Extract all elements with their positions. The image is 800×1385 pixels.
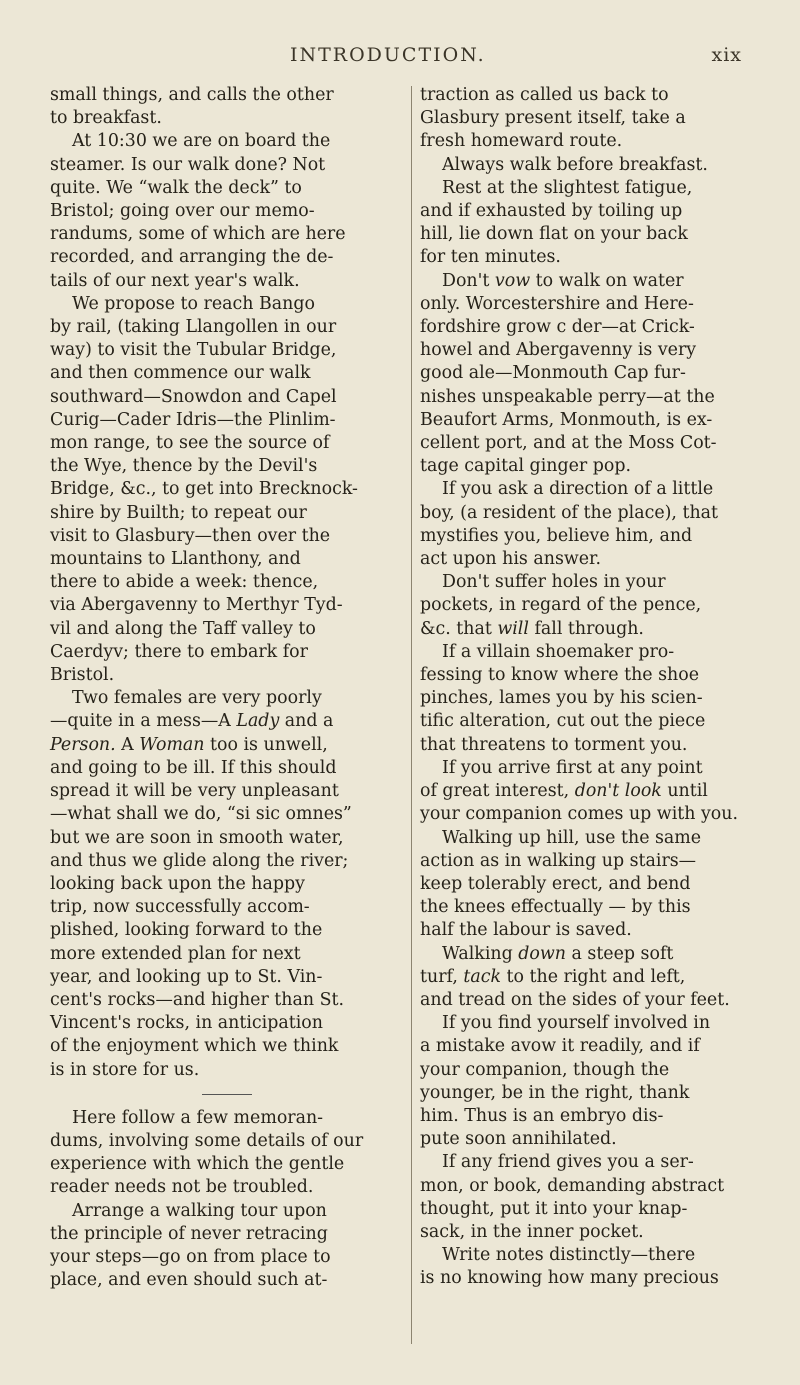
- text-line: tific alteration, cut out the piece: [420, 711, 706, 732]
- text-line: fordshire grow c der—at Crick-: [420, 317, 695, 338]
- text-line: act upon his answer.: [420, 549, 601, 570]
- text-line: to breakfast.: [50, 108, 162, 129]
- page-header: [0, 44, 800, 80]
- italic-will: will: [497, 618, 529, 639]
- text-line: Walking up hill, use the same: [442, 827, 702, 848]
- text-line: Glasbury present itself, take a: [420, 108, 686, 129]
- text-line: fessing to know where the shoe: [420, 665, 700, 686]
- text-line: keep tolerably erect, and bend: [420, 873, 691, 894]
- text-line: If you find yourself involved in: [442, 1013, 711, 1034]
- section-separator: [202, 1094, 252, 1095]
- text-line: and then commence our walk: [50, 363, 311, 384]
- text-line: —what shall we do, “si sic omnes”: [50, 804, 352, 825]
- text-line: the principle of never retracing: [50, 1223, 328, 1244]
- text-line: sack, in the inner pocket.: [420, 1221, 644, 1242]
- text-line: Bristol.: [50, 665, 115, 686]
- text-line: for ten minutes.: [420, 247, 561, 268]
- text-line: [50, 710, 403, 733]
- text-line: more extended plan for next: [50, 943, 301, 964]
- text-line: him. Thus is an embryo dis-: [420, 1105, 664, 1126]
- text-line: by rail, (taking Llangollen in our: [50, 317, 337, 338]
- text-line: action as in walking up stairs—: [420, 850, 697, 871]
- text-run: —quite in a mess—A: [50, 711, 237, 732]
- text-line: pinches, lames you by his scien-: [420, 688, 703, 709]
- text-line: We propose to reach Bango: [72, 293, 315, 314]
- text-line: [420, 270, 780, 293]
- text-line: is no knowing how many precious: [420, 1268, 719, 1289]
- text-run: A: [115, 734, 140, 755]
- text-line: recorded, and arranging the de-: [50, 247, 334, 268]
- text-line: way) to visit the Tubular Bridge,: [50, 340, 337, 361]
- text-line: of the enjoyment which we think: [50, 1036, 339, 1057]
- italic-person: Person.: [50, 734, 116, 755]
- text-line: Here follow a few memoran-: [72, 1107, 324, 1128]
- text-line: randums, some of which are here: [50, 224, 346, 245]
- text-line: Beaufort Arms, Monmouth, is ex-: [420, 409, 713, 430]
- text-line: [420, 943, 780, 966]
- text-line: spread it will be very unpleasant: [50, 781, 339, 802]
- text-line: [420, 966, 780, 989]
- italic-down: down: [518, 943, 566, 964]
- text-line: Caerdyv; there to embark for: [50, 641, 308, 662]
- text-line: only. Worcestershire and Here-: [420, 293, 694, 314]
- text-line: Rest at the slightest fatigue,: [442, 177, 693, 198]
- text-line: Two females are very poorly: [72, 688, 322, 709]
- text-line: If any friend gives you a ser-: [442, 1152, 694, 1173]
- text-line: younger, be in the right, thank: [420, 1082, 690, 1103]
- text-line: looking back upon the happy: [50, 873, 305, 894]
- text-line: place, and even should such at-: [50, 1270, 328, 1291]
- text-line: mountains to Llanthony, and: [50, 549, 301, 570]
- text-run: fall through.: [528, 618, 644, 639]
- text-line: the Wye, thence by the Devil's: [50, 456, 318, 477]
- text-run: too is unwell,: [204, 734, 328, 755]
- text-run: Don't: [442, 270, 495, 291]
- left-paragraphs-a: [50, 84, 403, 1082]
- text-line: your steps—go on from place to: [50, 1246, 331, 1267]
- text-line: there to abide a week: thence,: [50, 572, 319, 593]
- italic-tack: tack: [463, 966, 502, 987]
- text-line: traction as called us back to: [420, 85, 669, 105]
- text-line: and if exhausted by toiling up: [420, 201, 683, 222]
- text-line: and thus we glide along the river;: [50, 850, 349, 871]
- italic-lady: Lady: [236, 711, 280, 732]
- text-line: Always walk before breakfast.: [442, 154, 708, 175]
- text-line: and going to be ill. If this should: [50, 757, 337, 778]
- text-line: howel and Abergavenny is very: [420, 340, 697, 361]
- text-line: southward—Snowdon and Capel: [50, 386, 337, 407]
- text-line: reader needs not be troubled.: [50, 1177, 314, 1198]
- text-line: If a villain shoemaker pro-: [442, 641, 675, 662]
- left-column: [50, 84, 403, 1292]
- italic-vow: vow: [494, 270, 531, 291]
- text-line: experience with which the gentle: [50, 1154, 345, 1175]
- running-title: INTRODUCTION.: [290, 44, 486, 66]
- text-line: small things, and calls the other: [50, 85, 334, 105]
- text-line: pockets, in regard of the pence,: [420, 595, 702, 616]
- italic-dont-look: don't look: [574, 781, 662, 802]
- text-run: of great interest,: [420, 781, 575, 802]
- text-line: steamer. Is our walk done? Not: [50, 154, 326, 175]
- text-line: If you arrive first at any point: [442, 757, 703, 778]
- text-line: fresh homeward route.: [420, 131, 623, 152]
- text-line: your companion, though the: [420, 1059, 670, 1080]
- text-line: pute soon annihilated.: [420, 1129, 617, 1150]
- text-line: plished, looking forward to the: [50, 920, 323, 941]
- text-line: thought, put it into your knap-: [420, 1198, 688, 1219]
- text-line: but we are soon in smooth water,: [50, 827, 344, 848]
- text-line: trip, now successfully accom-: [50, 897, 310, 918]
- right-paragraphs: [420, 84, 780, 1291]
- text-line: quite. We “walk the deck” to: [50, 177, 302, 198]
- text-line: [420, 618, 780, 641]
- text-line: Write notes distinctly—there: [442, 1245, 696, 1266]
- text-line: Don't suffer holes in your: [442, 572, 666, 593]
- text-run: and a: [279, 711, 334, 732]
- text-line: Bridge, &c., to get into Brecknock-: [50, 479, 358, 500]
- text-line: is in store for us.: [50, 1059, 200, 1080]
- text-line: a mistake avow it readily, and if: [420, 1036, 700, 1057]
- text-line: Arrange a walking tour upon: [72, 1200, 327, 1221]
- text-line: cellent port, and at the Moss Cot-: [420, 433, 717, 454]
- text-line: nishes unspeakable perry—at the: [420, 386, 715, 407]
- page-number: xix: [711, 44, 742, 66]
- text-line: good ale—Monmouth Cap fur-: [420, 363, 686, 384]
- text-line: Bristol; going over our memo-: [50, 201, 315, 222]
- text-line: boy, (a resident of the place), that: [420, 502, 719, 523]
- text-line: If you ask a direction of a little: [442, 479, 714, 500]
- text-run: until: [661, 781, 708, 802]
- text-line: At 10:30 we are on board the: [72, 131, 331, 152]
- text-run: &c. that: [420, 618, 498, 639]
- text-line: via Abergavenny to Merthyr Tyd-: [50, 595, 343, 616]
- text-line: your companion comes up with you.: [420, 804, 738, 825]
- text-line: tails of our next year's walk.: [50, 270, 300, 291]
- italic-woman: Woman: [139, 734, 205, 755]
- text-run: a steep soft: [565, 943, 674, 964]
- text-line: the knees effectually — by this: [420, 897, 691, 918]
- text-line: hill, lie down flat on your back: [420, 224, 688, 245]
- column-divider: [411, 86, 412, 1344]
- text-line: mon, or book, demanding abstract: [420, 1175, 725, 1196]
- text-line: that threatens to torment you.: [420, 734, 688, 755]
- text-line: cent's rocks—and higher than St.: [50, 989, 345, 1010]
- text-line: shire by Builth; to repeat our: [50, 502, 307, 523]
- text-line: half the labour is saved.: [420, 920, 632, 941]
- text-line: Curig—Cader Idris—the Plinlim-: [50, 409, 336, 430]
- text-line: dums, involving some details of our: [50, 1130, 364, 1151]
- text-line: [50, 734, 403, 757]
- left-paragraphs-c: [50, 1107, 403, 1293]
- text-run: Walking: [442, 943, 519, 964]
- text-run: to walk on water: [530, 270, 684, 291]
- right-column: [420, 84, 780, 1291]
- text-line: Vincent's rocks, in anticipation: [50, 1013, 323, 1034]
- text-line: and tread on the sides of your feet.: [420, 989, 730, 1010]
- text-line: vil and along the Taff valley to: [50, 618, 316, 639]
- text-line: visit to Glasbury—then over the: [50, 525, 331, 546]
- text-run: to the right and left,: [501, 966, 686, 987]
- text-line: mystifies you, believe him, and: [420, 525, 693, 546]
- text-line: mon range, to see the source of: [50, 433, 330, 454]
- text-line: [420, 780, 780, 803]
- text-run: turf,: [420, 966, 464, 987]
- text-line: year, and looking up to St. Vin-: [50, 966, 323, 987]
- text-line: tage capital ginger pop.: [420, 456, 631, 477]
